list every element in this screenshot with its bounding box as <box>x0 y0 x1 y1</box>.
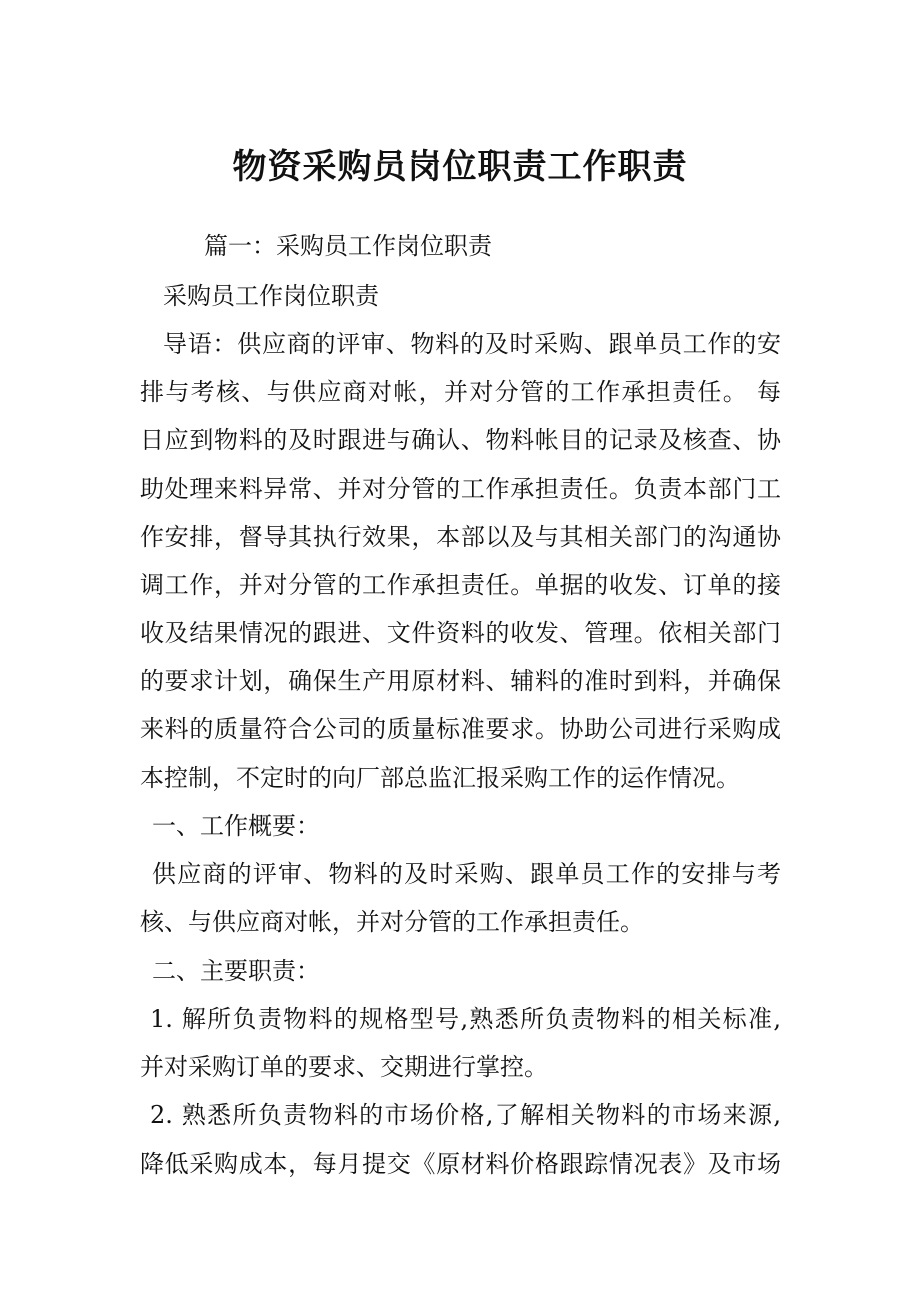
section-heading-part-one: 篇一：采购员工作岗位职责 <box>204 232 492 260</box>
paragraph-line: 本控制，不定时的向厂部总监汇报采购工作的运作情况。 <box>140 764 740 792</box>
paragraph-line: 排与考核、与供应商对帐，并对分管的工作承担责任。 每 <box>140 378 781 406</box>
paragraph-line: 的要求计划，确保生产用原材料、辅料的准时到料，并确保 <box>140 667 781 695</box>
list-item-2-continued: 降低采购成本，每月提交《原材料价格跟踪情况表》及市场 <box>140 1150 781 1178</box>
paragraph-line: 助处理来料异常、并对分管的工作承担责任。负责本部门工 <box>140 475 781 503</box>
paragraph-line: 核、与供应商对帐，并对分管的工作承担责任。 <box>140 908 644 936</box>
section-heading-overview: 一、工作概要： <box>152 812 320 840</box>
paragraph-line: 收及结果情况的跟进、文件资料的收发、管理。依相关部门 <box>140 619 781 647</box>
paragraph-line: 日应到物料的及时跟进与确认、物料帐目的记录及核查、协 <box>140 426 781 454</box>
list-item-1-continued: 并对采购订单的要求、交期进行掌控。 <box>140 1053 548 1081</box>
paragraph-line: 供应商的评审、物料的及时采购、跟单员工作的安排与考 <box>152 860 781 888</box>
list-item-1: 1. 解所负责物料的规格型号,熟悉所负责物料的相关标准, <box>150 1005 781 1033</box>
list-item-2: 2. 熟悉所负责物料的市场价格,了解相关物料的市场来源, <box>150 1101 781 1129</box>
paragraph-line: 导语：供应商的评审、物料的及时采购、跟单员工作的安 <box>163 330 781 358</box>
subheading: 采购员工作岗位职责 <box>163 282 379 310</box>
document-title: 物资采购员岗位职责工作职责 <box>232 147 688 187</box>
paragraph-line: 调工作，并对分管的工作承担责任。单据的收发、订单的接 <box>140 571 781 599</box>
section-heading-duties: 二、主要职责： <box>152 957 320 985</box>
paragraph-line: 来料的质量符合公司的质量标准要求。协助公司进行采购成 <box>140 715 781 743</box>
paragraph-line: 作安排，督导其执行效果，本部以及与其相关部门的沟通协 <box>140 523 781 551</box>
